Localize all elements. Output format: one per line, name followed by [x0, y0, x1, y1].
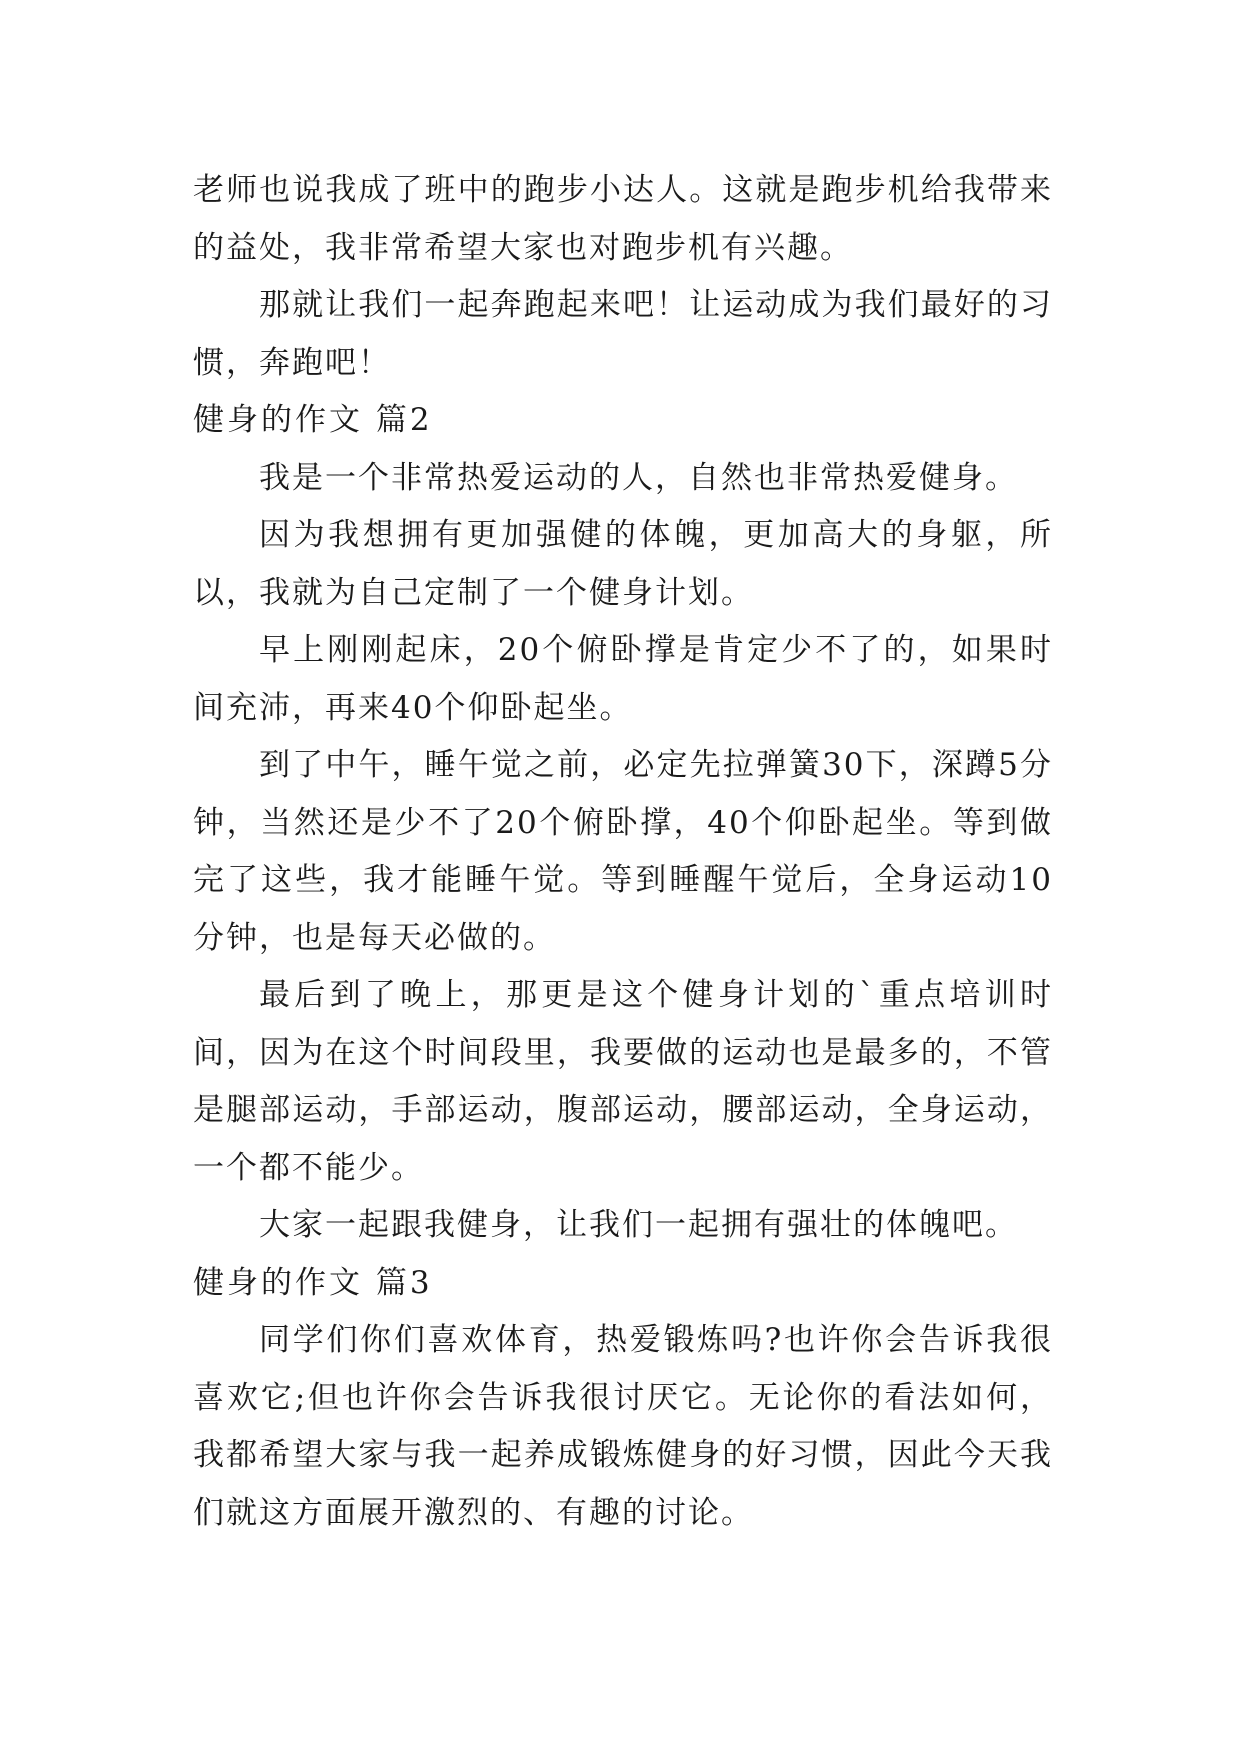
paragraph: 因为我想拥有更加强健的体魄，更加高大的身躯，所以，我就为自己定制了一个健身计划。: [193, 517, 1053, 611]
paragraph: 早上刚刚起床，20个俯卧撑是肯定少不了的，如果时间充沛，再来40个仰卧起坐。: [193, 632, 1053, 726]
paragraph: 那就让我们一起奔跑起来吧！让运动成为我们最好的习惯，奔跑吧！: [193, 287, 1053, 381]
document-body: [193, 162, 1053, 1542]
paragraph: 到了中午，睡午觉之前，必定先拉弹簧30下，深蹲5分钟，当然还是少不了20个俯卧撑，40个仰卧起坐。等到做完了这些，我才能睡午觉。等到睡醒午觉后，全身运动10分钟，也是每天必做的。: [193, 747, 1053, 956]
paragraph: 最后到了晚上，那更是这个健身计划的`重点培训时间，因为在这个时间段里，我要做的运动也是最多的，不管是腿部运动，手部运动，腹部运动，腰部运动，全身运动，一个都不能少。: [193, 977, 1053, 1186]
paragraph: 同学们你们喜欢体育，热爱锻炼吗?也许你会告诉我很喜欢它;但也许你会告诉我很讨厌它。无论你的看法如何，我都希望大家与我一起养成锻炼健身的好习惯，因此今天我们就这方面展开激烈的、有趣的讨论。: [193, 1322, 1053, 1531]
section-heading: 健身的作文 篇3: [193, 1264, 433, 1301]
paragraph: 老师也说我成了班中的跑步小达人。这就是跑步机给我带来的益处，我非常希望大家也对跑步机有兴趣。: [193, 172, 1053, 266]
paragraph: 大家一起跟我健身，让我们一起拥有强壮的体魄吧。: [259, 1207, 1018, 1243]
paragraph: 我是一个非常热爱运动的人，自然也非常热爱健身。: [259, 459, 1018, 496]
section-heading: 健身的作文 篇2: [193, 402, 433, 438]
